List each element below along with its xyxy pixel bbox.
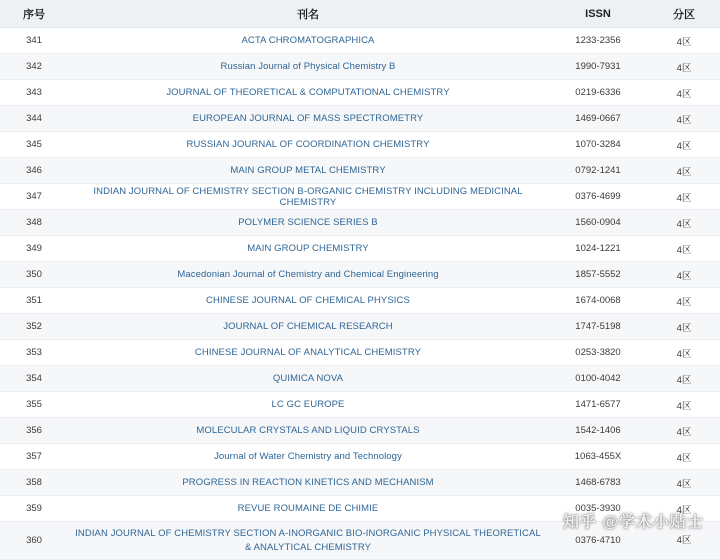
journal-name: MAIN GROUP CHEMISTRY — [68, 236, 548, 262]
journal-issn: 1674-0068 — [548, 288, 648, 314]
journal-name: JOURNAL OF THEORETICAL & COMPUTATIONAL CHEMISTRY — [68, 80, 548, 106]
journal-zone: 4区 — [648, 314, 720, 340]
journal-zone: 4区 — [648, 340, 720, 366]
journal-name: Russian Journal of Physical Chemistry B — [68, 54, 548, 80]
header-journal-name: 刊名 — [68, 0, 548, 28]
table-row — [0, 392, 720, 418]
zhihu-watermark: 知乎 @学术小贴士 — [562, 514, 704, 531]
journal-issn: 1469-0667 — [548, 106, 648, 132]
row-number: 348 — [0, 210, 68, 236]
journal-issn: 0376-4710 — [548, 522, 648, 560]
journal-name: MOLECULAR CRYSTALS AND LIQUID CRYSTALS — [68, 418, 548, 444]
journal-name: EUROPEAN JOURNAL OF MASS SPECTROMETRY — [68, 106, 548, 132]
table-body — [0, 28, 720, 560]
row-number: 354 — [0, 366, 68, 392]
row-number: 356 — [0, 418, 68, 444]
journal-name: LC GC EUROPE — [68, 392, 548, 418]
table-row — [0, 132, 720, 158]
journal-issn: 0792-1241 — [548, 158, 648, 184]
journal-name: INDIAN JOURNAL OF CHEMISTRY SECTION B-ORGANIC CHEMISTRY INCLUDING MEDICINAL CHEMISTRY — [68, 184, 548, 210]
journal-issn: 1468-6783 — [548, 470, 648, 496]
journal-name: JOURNAL OF CHEMICAL RESEARCH — [68, 314, 548, 340]
table-header — [0, 0, 720, 28]
row-number: 341 — [0, 28, 68, 54]
journal-issn: 0253-3820 — [548, 340, 648, 366]
journal-zone: 4区 — [648, 54, 720, 80]
journal-zone: 4区 — [648, 80, 720, 106]
row-number: 359 — [0, 496, 68, 522]
header-zone: 分区 — [648, 0, 720, 28]
journal-zone: 4区 — [648, 418, 720, 444]
journal-issn: 0219-6336 — [548, 80, 648, 106]
journal-name: INDIAN JOURNAL OF CHEMISTRY SECTION A-INORGANIC BIO-INORGANIC PHYSICAL THEORETICAL & ANALYTICAL CHEMISTRY — [68, 522, 548, 560]
table-row — [0, 262, 720, 288]
row-number: 353 — [0, 340, 68, 366]
journal-name: CHINESE JOURNAL OF CHEMICAL PHYSICS — [68, 288, 548, 314]
journal-issn: 1857-5552 — [548, 262, 648, 288]
row-number: 360 — [0, 522, 68, 560]
journal-issn: 1063-455X — [548, 444, 648, 470]
journal-issn: 1747-5198 — [548, 314, 648, 340]
journal-zone: 4区 — [648, 496, 720, 522]
journal-name: POLYMER SCIENCE SERIES B — [68, 210, 548, 236]
table-row — [0, 340, 720, 366]
journal-zone: 4区 — [648, 262, 720, 288]
table-row — [0, 106, 720, 132]
journal-name: Journal of Water Chemistry and Technology — [68, 444, 548, 470]
journal-issn: 1471-6577 — [548, 392, 648, 418]
header-issn: ISSN — [548, 0, 648, 28]
journal-name: PROGRESS IN REACTION KINETICS AND MECHANISM — [68, 470, 548, 496]
table-row — [0, 418, 720, 444]
journal-issn: 0376-4699 — [548, 184, 648, 210]
journal-name: Macedonian Journal of Chemistry and Chemical Engineering — [68, 262, 548, 288]
row-number: 351 — [0, 288, 68, 314]
row-number: 355 — [0, 392, 68, 418]
table-row — [0, 470, 720, 496]
journal-name: RUSSIAN JOURNAL OF COORDINATION CHEMISTRY — [68, 132, 548, 158]
journal-name: QUIMICA NOVA — [68, 366, 548, 392]
row-number: 344 — [0, 106, 68, 132]
journal-issn: 1542-1406 — [548, 418, 648, 444]
journal-issn: 0035-3930 — [548, 496, 648, 522]
journal-zone: 4区 — [648, 444, 720, 470]
journal-zone: 4区 — [648, 184, 720, 210]
table-row — [0, 80, 720, 106]
table-row — [0, 184, 720, 210]
table-row — [0, 366, 720, 392]
table-row — [0, 54, 720, 80]
journal-issn: 1560-0904 — [548, 210, 648, 236]
journal-zone: 4区 — [648, 158, 720, 184]
journal-name: MAIN GROUP METAL CHEMISTRY — [68, 158, 548, 184]
journal-name: ACTA CHROMATOGRAPHICA — [68, 28, 548, 54]
journal-zone: 4区 — [648, 470, 720, 496]
journal-zone: 4区 — [648, 288, 720, 314]
journal-issn: 1233-2356 — [548, 28, 648, 54]
journal-zone: 4区 — [648, 366, 720, 392]
journal-zone: 4区 — [648, 392, 720, 418]
row-number: 345 — [0, 132, 68, 158]
table-row — [0, 314, 720, 340]
row-number: 347 — [0, 184, 68, 210]
journal-zone: 4区 — [648, 132, 720, 158]
table-row — [0, 288, 720, 314]
header-number: 序号 — [0, 0, 68, 28]
row-number: 352 — [0, 314, 68, 340]
journal-issn: 1024-1221 — [548, 236, 648, 262]
journal-name: REVUE ROUMAINE DE CHIMIE — [68, 496, 548, 522]
journal-zone: 4区 — [648, 522, 720, 560]
journal-issn: 1070-3284 — [548, 132, 648, 158]
journal-zone: 4区 — [648, 28, 720, 54]
row-number: 343 — [0, 80, 68, 106]
table-row — [0, 210, 720, 236]
table-row — [0, 28, 720, 54]
table-row — [0, 444, 720, 470]
row-number: 349 — [0, 236, 68, 262]
row-number: 358 — [0, 470, 68, 496]
row-number: 342 — [0, 54, 68, 80]
row-number: 346 — [0, 158, 68, 184]
journal-zone: 4区 — [648, 236, 720, 262]
row-number: 350 — [0, 262, 68, 288]
table-row — [0, 236, 720, 262]
journal-issn: 1990-7931 — [548, 54, 648, 80]
journal-issn: 0100-4042 — [548, 366, 648, 392]
journal-name: CHINESE JOURNAL OF ANALYTICAL CHEMISTRY — [68, 340, 548, 366]
journal-zone: 4区 — [648, 210, 720, 236]
table-row — [0, 158, 720, 184]
journal-zone: 4区 — [648, 106, 720, 132]
row-number: 357 — [0, 444, 68, 470]
